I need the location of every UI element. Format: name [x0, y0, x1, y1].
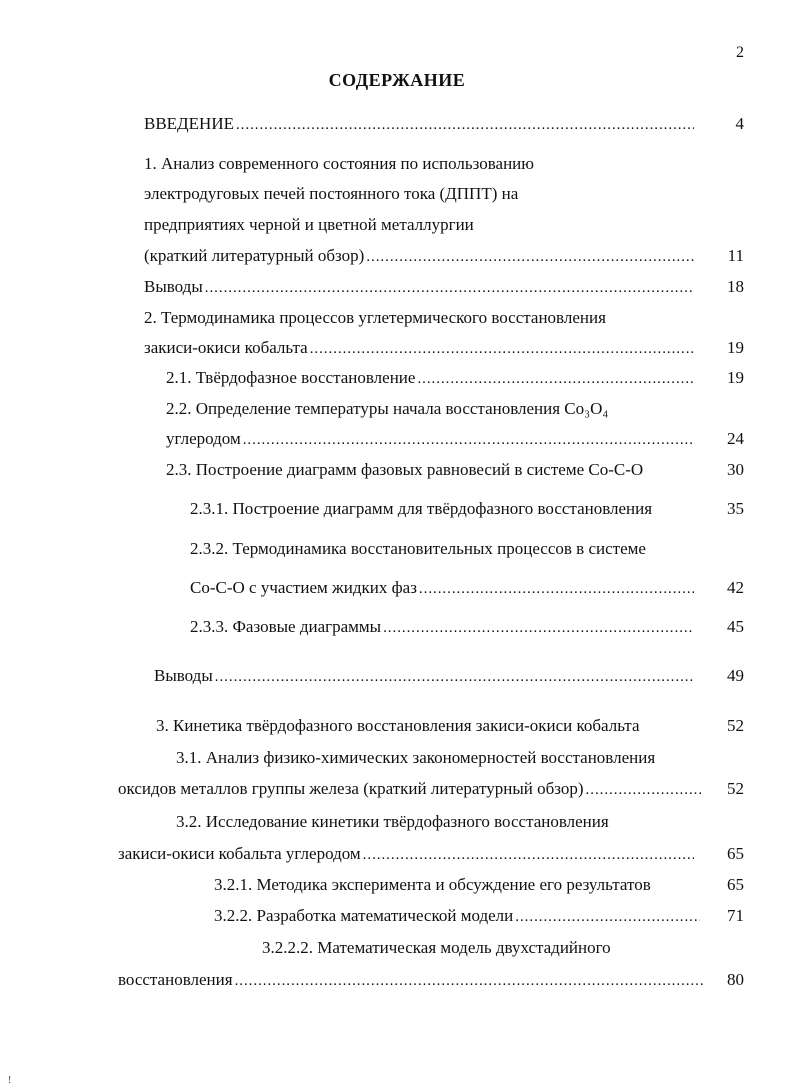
toc-label: (краткий литературный обзор): [144, 246, 365, 265]
toc-entry-3-2-2-2-line1: 3.2.2.2. Математическая модель двухстадийного: [262, 938, 611, 957]
toc-label: восстановления: [118, 970, 233, 989]
toc-page: 65: [727, 875, 744, 894]
toc-label: оксидов металлов группы железа (краткий литературный обзор): [118, 779, 584, 798]
scan-mark: !: [8, 1075, 12, 1086]
toc-label: углеродом: [166, 429, 241, 448]
toc-entry-2-3-2: [190, 577, 696, 599]
page-title: СОДЕРЖАНИЕ: [328, 70, 466, 90]
toc-entry-conclusions-1: [144, 276, 696, 298]
leader-dots: [515, 905, 700, 928]
toc-label: закиси-окиси кобальта: [144, 338, 308, 357]
leader-dots: [236, 113, 694, 136]
toc-entry-ch1: [144, 245, 696, 267]
toc-entry-3-2-line1: 3.2. Исследование кинетики твёрдофазного восстановления: [176, 812, 609, 831]
toc-entry-ch1-line2: электродуговых печей постоянного тока (ДППТ) на: [144, 184, 519, 203]
leader-dots: [215, 665, 694, 688]
leader-dots: [586, 778, 704, 801]
toc-entry-2-1: [166, 367, 696, 389]
toc-page: 19: [727, 368, 744, 387]
leader-dots: [243, 428, 694, 451]
toc-entry-intro: [144, 113, 696, 135]
toc-page: 45: [727, 617, 744, 636]
toc-page: 65: [727, 844, 744, 863]
leader-dots: [205, 276, 694, 299]
toc-entry-ch1-line3: предприятиях черной и цветной металлургии: [144, 215, 474, 234]
page-number: 2: [736, 44, 744, 61]
toc-entry-3-1: [118, 778, 706, 800]
toc-entry-2-2: [166, 428, 696, 450]
leader-dots: [417, 367, 694, 390]
toc-entry-2-3: 2.3. Построение диаграмм фазовых равновесий в системе Co-C-O: [166, 460, 644, 479]
toc-page: 30: [727, 460, 744, 479]
toc-entry-conclusions-2: [154, 665, 696, 687]
toc-entry-3-2-1: 3.2.1. Методика эксперимента и обсуждение его результатов: [214, 875, 651, 894]
toc-label: ВВЕДЕНИЕ: [144, 114, 234, 133]
leader-dots: [310, 337, 694, 360]
toc-label: Выводы: [144, 277, 203, 296]
leader-dots: [235, 969, 704, 992]
toc-entry-2-2-line1: 2.2. Определение температуры начала восстановления Co₃O₄: [166, 399, 609, 418]
leader-dots: [366, 245, 694, 268]
toc-entry-2-3-3: [190, 616, 696, 638]
toc-entry-3-2-2-2: [118, 969, 706, 991]
toc-page: 35: [727, 499, 744, 518]
toc-label: 2.3.3. Фазовые диаграммы: [190, 617, 382, 636]
toc-label: закиси-окиси кобальта углеродом: [118, 844, 361, 863]
toc-page: 71: [727, 906, 744, 925]
toc-label: 2.1. Твёрдофазное восстановление: [166, 368, 416, 387]
leader-dots: [383, 616, 694, 639]
toc-page: 11: [727, 246, 744, 265]
toc-label: 3.2.2. Разработка математической модели: [214, 906, 514, 925]
toc-page: 24: [727, 429, 744, 448]
toc-entry-3-2: [118, 843, 696, 865]
toc-entry-3-1-line1: 3.1. Анализ физико-химических закономерностей восстановления: [176, 748, 656, 767]
toc-entry-ch2-line1: 2. Термодинамика процессов углетермического восстановления: [144, 308, 606, 327]
toc-page: 18: [727, 277, 744, 296]
toc-entry-3-2-2: [214, 905, 702, 927]
toc-page: 19: [727, 338, 744, 357]
toc-page: 4: [735, 114, 744, 133]
toc-page: 52: [727, 779, 744, 798]
toc-entry-ch3: 3. Кинетика твёрдофазного восстановления закиси-окиси кобальта: [156, 716, 640, 735]
leader-dots: [419, 577, 694, 600]
toc-entry-ch1-line1: 1. Анализ современного состояния по использованию: [144, 154, 534, 173]
toc-label: Выводы: [154, 666, 213, 685]
leader-dots: [363, 843, 694, 866]
toc-entry-ch2: [144, 337, 696, 359]
toc-entry-2-3-1: 2.3.1. Построение диаграмм для твёрдофазного восстановления: [190, 499, 653, 518]
toc-entry-2-3-2-line1: 2.3.2. Термодинамика восстановительных процессов в системе: [190, 539, 646, 558]
toc-page: 52: [727, 716, 744, 735]
toc-page: 42: [727, 578, 744, 597]
toc-page: 49: [727, 666, 744, 685]
toc-page: 80: [727, 970, 744, 989]
toc-label: Co-C-O с участием жидких фаз: [190, 578, 417, 597]
